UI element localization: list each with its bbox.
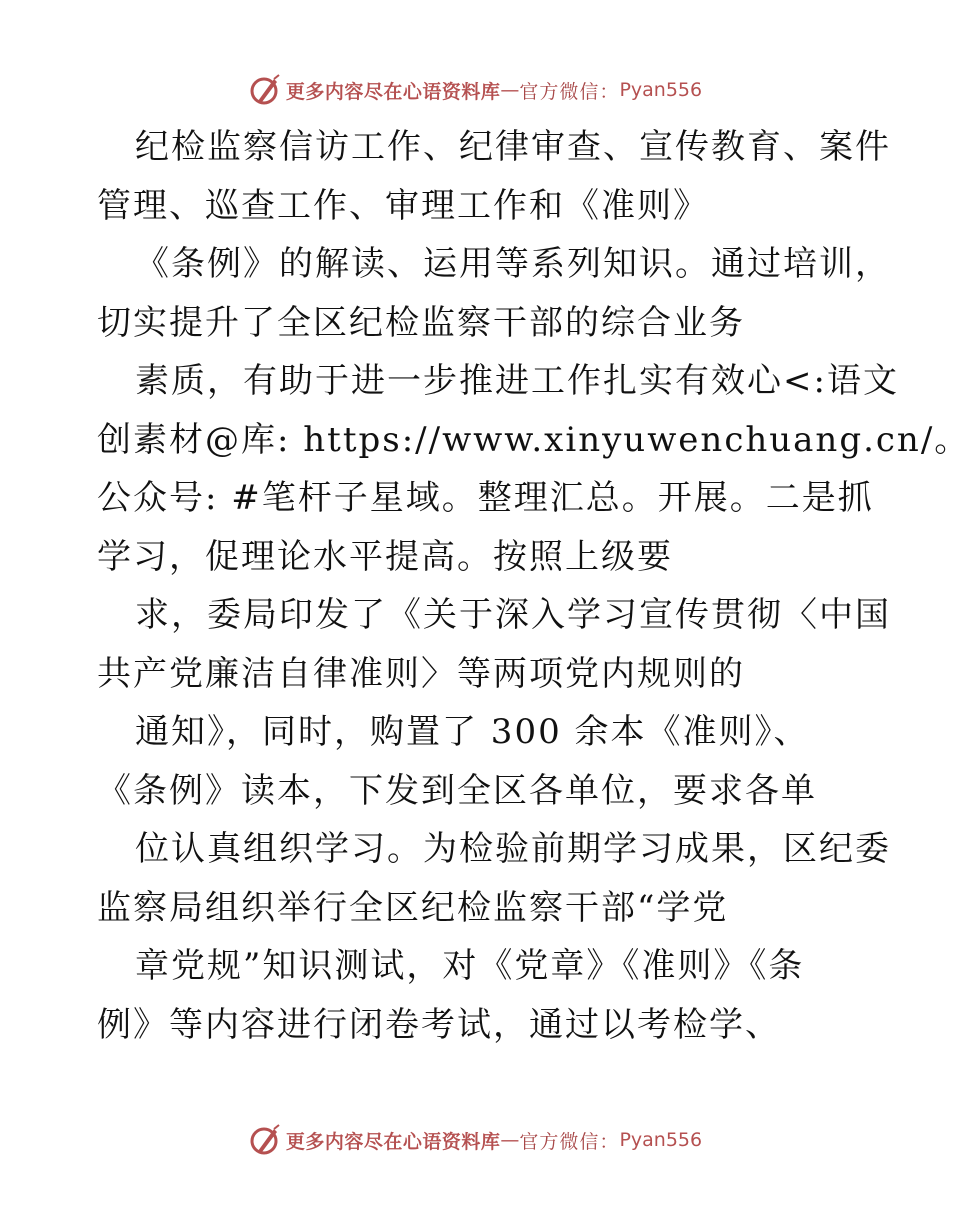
- quill-logo-icon: [248, 73, 282, 107]
- paragraph-line: 共产党廉洁自律准则〉等两项党内规则的: [97, 653, 745, 694]
- paragraph-line: 素质，有助于进一步推进工作扎实有效心<:语文: [135, 361, 899, 401]
- banner-separator: —: [500, 1129, 520, 1151]
- paragraph-line: 章党规”知识测试，对《党章》《准则》《条: [135, 946, 805, 986]
- paragraph-line: 监察局组织举行全区纪检监察干部“学党: [97, 887, 729, 928]
- paragraph-line: 例》等内容进行闭卷考试，通过以考检学、: [97, 1004, 781, 1045]
- quill-logo-icon: [248, 1123, 282, 1157]
- banner-title: 更多内容尽在心语资料库: [285, 1130, 501, 1153]
- paragraph-line: 切实提升了全区纪检监察干部的综合业务: [97, 302, 745, 343]
- footer-banner: [0, 1120, 950, 1160]
- paragraph-line: 公众号: #笔杆子星域。整理汇总。开展。二是抓: [97, 478, 874, 518]
- paragraph-line: 通知》，同时，购置了 300 余本《准则》、: [135, 712, 810, 752]
- wechat-label: 官方微信：: [519, 80, 620, 103]
- wechat-id: Pyan556: [619, 79, 703, 101]
- document-body: [97, 118, 970, 1054]
- banner-separator: —: [500, 79, 520, 101]
- paragraph-line: 管理、巡查工作、审理工作和《准则》: [97, 185, 709, 226]
- paragraph-line: 《条例》读本，下发到全区各单位，要求各单: [97, 770, 817, 811]
- paragraph-line: 求，委局印发了《关于深入学习宣传贯彻〈中国: [135, 595, 891, 635]
- wechat-id: Pyan556: [619, 1129, 703, 1151]
- header-banner: [0, 70, 950, 110]
- paragraph-line: 《条例》的解读、运用等系列知识。通过培训，: [135, 244, 891, 284]
- paragraph-line: 纪检监察信访工作、纪律审查、宣传教育、案件: [135, 127, 891, 167]
- banner-title: 更多内容尽在心语资料库: [285, 80, 501, 103]
- paragraph-line: 位认真组织学习。为检验前期学习成果，区纪委: [135, 829, 891, 869]
- paragraph-line: 学习，促理论水平提高。按照上级要: [97, 536, 673, 577]
- paragraph-line: 创素材@库: https://www.xinyuwenchuang.cn/。: [97, 419, 970, 460]
- wechat-label: 官方微信：: [519, 1130, 620, 1153]
